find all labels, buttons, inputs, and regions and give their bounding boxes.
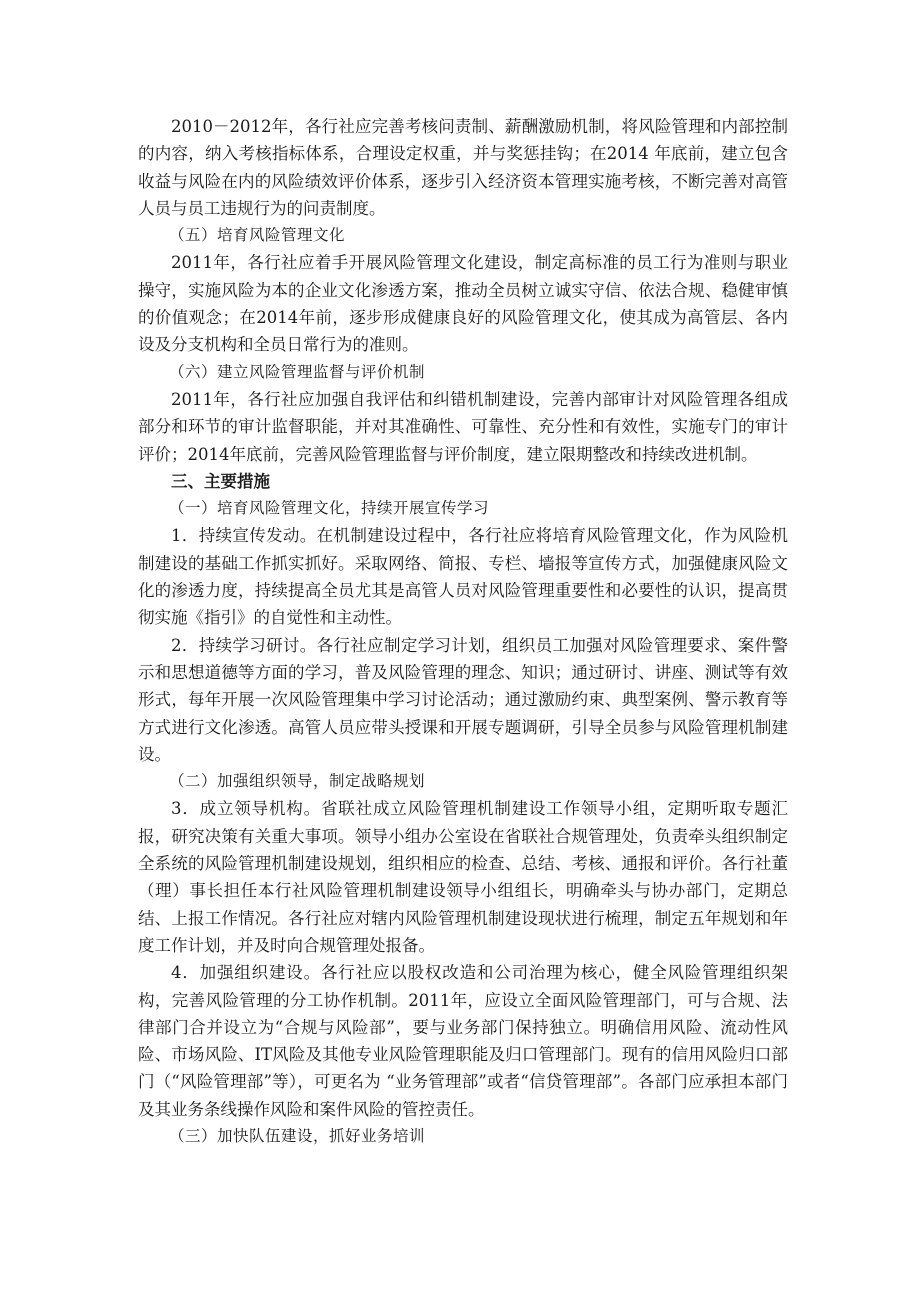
paragraph-supervision-2011: 2011年，各行社应加强自我评估和纠错机制建设，完善内部审计对风险管理各组成部分和环节的审计监督职能，并对其准确性、可靠性、充分性和有效性，实施专门的审计评价；2014年底前，完善风险管理监督与评价制度，建立限期整改和持续改进机制。: [138, 389, 788, 464]
subheading-culture-publicity: （一）培育风险管理文化，持续开展宣传学习: [169, 499, 490, 518]
paragraph-measure-1: 1．持续宣传发动。在机制建设过程中，各行社应将培育风险管理文化，作为风险机制建设的基础工作抓实抓好。采取网络、简报、专栏、墙报等宣传方式，加强健康风险文化的渗透力度，持续提高全员尤其是高管人员对风险管理重要性和必要性的认识，提高贯彻实施《指引》的自觉性和主动性。: [138, 526, 788, 628]
subheading-risk-culture: （五）培育风险管理文化: [169, 226, 346, 245]
paragraph-assessment-accountability: 2010－2012年，各行社应完善考核问责制、薪酬激励机制，将风险管理和内部控制的内容，纳入考核指标体系，合理设定权重，并与奖惩挂钩；在2014 年底前，建立包含收益与风险在内的风险绩效评价体系，逐步引入经济资本管理实施考核，不断完善对高管人员与员工违规行为的问责制度。: [138, 117, 788, 218]
subheading-team-training: （三）加快队伍建设，抓好业务培训: [169, 1126, 426, 1145]
subheading-supervision-evaluation: （六）建立风险管理监督与评价机制: [169, 362, 426, 381]
document-body: [138, 113, 788, 1150]
paragraph-measure-4: 4．加强组织建设。各行社应以股权改造和公司治理为核心，健全风险管理组织架构，完善风险管理的分工协作机制。2011年，应设立全面风险管理部门，可与合规、法律部门合并设立为“合规与风险部”，要与业务部门保持独立。明确信用风险、流动性风险、市场风险、IT风险及其他专业风险管理职能及归口管理部门。现有的信用风险归口部门（“风险管理部”等），可更名为 “业务管理部”或者“信贷管理部”。各部门应承担本部门及其业务条线操作风险和案件风险的管控责任。: [138, 963, 788, 1119]
subheading-organization-leadership: （二）加强组织领导，制定战略规划: [169, 772, 426, 791]
paragraph-measure-3: 3．成立领导机构。省联社成立风险管理机制建设工作领导小组，定期听取专题汇报，研究决策有关重大事项。领导小组办公室设在省联社合规管理处，负责牵头组织制定全系统的风险管理机制建设规划，组织相应的检查、总结、考核、通报和评价。各行社董（理）事长担任本行社风险管理机制建设领导小组组长，明确牵头与协办部门，定期总结、上报工作情况。各行社应对辖内风险管理机制建设现状进行梳理，制定五年规划和年度工作计划，并及时向合规管理处报备。: [138, 799, 788, 955]
paragraph-risk-culture-2011: 2011年，各行社应着手开展风险管理文化建设，制定高标准的员工行为准则与职业操守，实施风险为本的企业文化渗透方案，推动全员树立诚实守信、依法合规、稳健审慎的价值观念；在2014年前，逐步形成健康良好的风险管理文化，使其成为高管层、各内设及分支机构和全员日常行为的准则。: [138, 253, 788, 355]
section-heading-main-measures: 三、主要措施: [171, 471, 270, 491]
paragraph-measure-2: 2．持续学习研讨。各行社应制定学习计划，组织员工加强对风险管理要求、案件警示和思想道德等方面的学习，普及风险管理的理念、知识；通过研讨、讲座、测试等有效形式，每年开展一次风险管理集中学习讨论活动；通过激励约束、典型案例、警示教育等方式进行文化渗透。高管人员应带头授课和开展专题调研，引导全员参与风险管理机制建设。: [138, 635, 788, 764]
